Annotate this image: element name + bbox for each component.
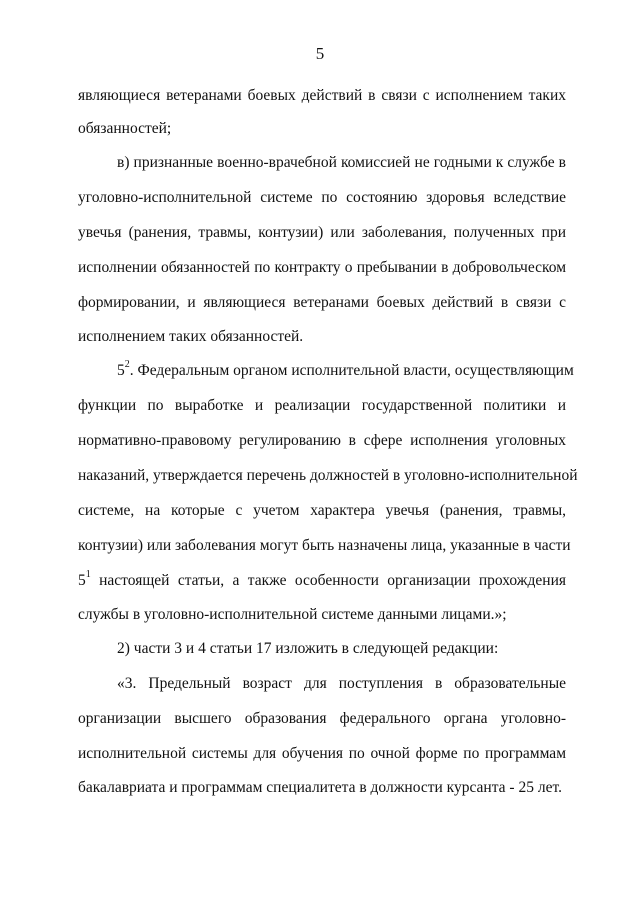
text-line-rest: настоящей статьи, а также особенности организации прохождения <box>90 572 566 589</box>
text-line: бакалавриата и программам специалитета в должности курсанта - 25 лет. <box>78 779 562 796</box>
text-line: исполнительной системы для обучения по очной форме по программам <box>78 745 566 762</box>
text-line: уголовно-исполнительной системе по состоянию здоровья вследствие <box>78 189 566 206</box>
text-line-rest: . Федеральным органом исполнительной власти, осуществляющим <box>129 362 574 379</box>
text-line: организации высшего образования федерального органа уголовно- <box>78 710 566 727</box>
page-number: 5 <box>315 44 325 63</box>
text-line: являющиеся ветеранами боевых действий в связи с исполнением таких <box>78 87 566 104</box>
text-line-with-superscript <box>78 568 566 591</box>
text-line: нормативно-правовому регулированию в сфере исполнения уголовных <box>78 432 566 449</box>
text-line: службы в уголовно-исполнительной системе данными лицами.»; <box>78 606 507 623</box>
text-line: обязанностей; <box>78 120 172 137</box>
text-line: исполнением таких обязанностей. <box>78 328 304 345</box>
section-number: 5 <box>78 572 86 589</box>
section-superscript: 2 <box>124 358 130 370</box>
section-number: 5 <box>117 362 125 379</box>
text-line: исполнении обязанностей по контракту о пребывании в добровольческом <box>78 259 566 276</box>
section-superscript: 1 <box>85 568 91 580</box>
text-line: функции по выработке и реализации государственной политики и <box>78 397 566 414</box>
text-line-with-superscript <box>117 358 574 381</box>
text-line: увечья (ранения, травмы, контузии) или заболевания, полученных при <box>78 224 566 241</box>
text-line: наказаний, утверждается перечень должностей в уголовно-исполнительной <box>78 467 578 484</box>
text-line: 2) части 3 и 4 статьи 17 изложить в следующей редакции: <box>117 640 499 657</box>
text-line: «3. Предельный возраст для поступления в образовательные <box>117 675 566 692</box>
text-line: в) признанные военно-врачебной комиссией не годными к службе в <box>117 154 566 171</box>
text-line: формировании, и являющиеся ветеранами боевых действий в связи с <box>78 294 566 311</box>
text-line: контузии) или заболевания могут быть назначены лица, указанные в части <box>78 537 571 554</box>
text-line: системе, на которые с учетом характера увечья (ранения, травмы, <box>78 502 566 519</box>
